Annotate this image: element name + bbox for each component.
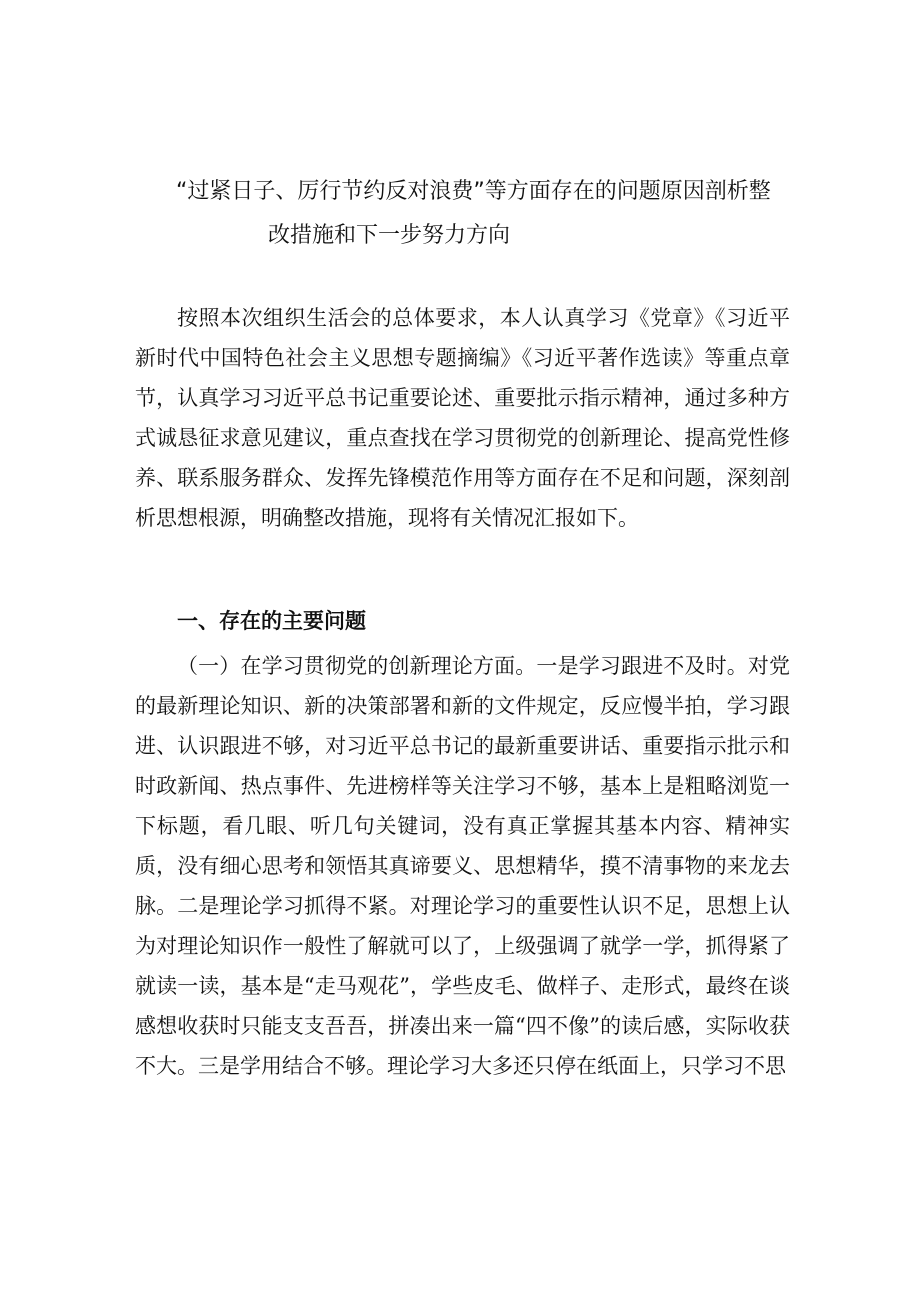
intro-paragraph: 按照本次组织生活会的总体要求，本人认真学习《党章》《习近平新时代中国特色社会主义思想专题摘编》《习近平著作选读》等重点章节，认真学习习近平总书记重要论述、重要批示指示精神，通过多种方式诚恳征求意见建议，重点查找在学习贯彻党的创新理论、提高党性修养、联系服务群众、发挥先锋模范作用等方面存在不足和问题，深刻剖析思想根源，明确整改措施，现将有关情况汇报如下。 (135, 306, 790, 530)
document-title-line-1: “过紧日子、厉行节约反对浪费”等方面存在的问题原因剖析整 (176, 179, 771, 204)
section-1-paragraph-1: （一）在学习贯彻党的创新理论方面。一是学习跟进不及时。对党的最新理论知识、新的决策部署和新的文件规定，反应慢半拍，学习跟进、认识跟进不够，对习近平总书记的最新重要讲话、重要指示批示和时政新闻、热点事件、先进榜样等关注学习不够，基本上是粗略浏览一下标题，看几眼、听几句关键词，没有真正掌握其基本内容、精神实质，没有细心思考和领悟其真谛要义、思想精华，摸不清事物的来龙去脉。二是理论学习抓得不紧。对理论学习的重要性认识不足，思想上认为对理论知识作一般性了解就可以了，上级强调了就学一学，抓得紧了就读一读，基本是“走马观花”，学些皮毛、做样子、走形式，最终在谈感想收获时只能支支吾吾，拼凑出来一篇“四不像”的读后感，实际收获不大。三是学用结合不够。理论学习大多还只停在纸面上，只学习不思 (135, 654, 790, 1078)
document-title-line-2: 改措施和下一步努力方向 (268, 223, 511, 248)
section-heading-main-problems: 一、存在的主要问题 (177, 609, 366, 633)
